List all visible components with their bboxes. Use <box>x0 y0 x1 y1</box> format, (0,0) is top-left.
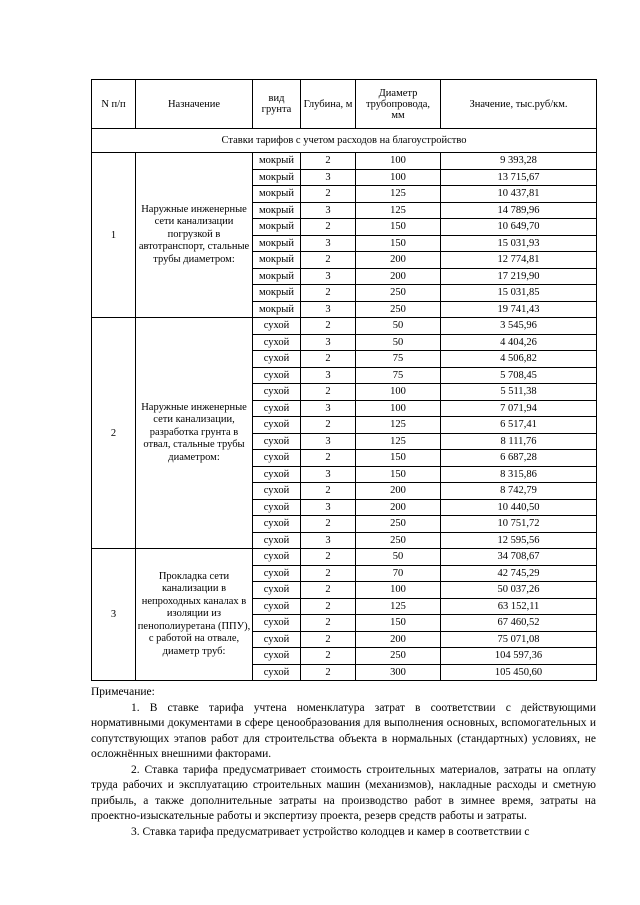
cell-soil: сухой <box>253 631 301 648</box>
cell-soil: сухой <box>253 582 301 599</box>
cell-depth: 3 <box>301 367 356 384</box>
cell-diameter: 200 <box>356 631 441 648</box>
cell-value: 3 545,96 <box>441 318 597 335</box>
table-row <box>92 549 597 566</box>
cell-depth: 2 <box>301 598 356 615</box>
cell-value: 75 071,08 <box>441 631 597 648</box>
cell-diameter: 250 <box>356 648 441 665</box>
tariff-table <box>91 79 597 681</box>
cell-diameter: 125 <box>356 186 441 203</box>
group-description: Наружные инженерные сети канализации погрузкой в автотранспорт, стальные трубы диаметром: <box>136 153 253 318</box>
notes-title: Примечание: <box>91 686 155 698</box>
cell-diameter: 50 <box>356 318 441 335</box>
notes <box>91 685 596 840</box>
cell-depth: 3 <box>301 466 356 483</box>
header-value: Значение, тыс.руб/км. <box>441 80 597 129</box>
cell-depth: 2 <box>301 483 356 500</box>
cell-value: 4 506,82 <box>441 351 597 368</box>
cell-soil: сухой <box>253 400 301 417</box>
cell-soil: мокрый <box>253 301 301 318</box>
cell-diameter: 50 <box>356 549 441 566</box>
cell-diameter: 125 <box>356 433 441 450</box>
header-purpose: Назначение <box>136 80 253 129</box>
group-number: 1 <box>92 153 136 318</box>
table-header-row <box>92 80 597 129</box>
group-number: 2 <box>92 318 136 549</box>
cell-soil: сухой <box>253 565 301 582</box>
cell-value: 67 460,52 <box>441 615 597 632</box>
cell-depth: 2 <box>301 549 356 566</box>
cell-soil: сухой <box>253 648 301 665</box>
cell-diameter: 150 <box>356 450 441 467</box>
header-diameter: Диаметр трубопровода, мм <box>356 80 441 129</box>
cell-value: 8 315,86 <box>441 466 597 483</box>
cell-diameter: 300 <box>356 664 441 681</box>
cell-value: 8 111,76 <box>441 433 597 450</box>
header-soil: вид грунта <box>253 80 301 129</box>
cell-value: 15 031,93 <box>441 235 597 252</box>
cell-depth: 2 <box>301 450 356 467</box>
cell-soil: сухой <box>253 549 301 566</box>
cell-diameter: 150 <box>356 466 441 483</box>
cell-diameter: 250 <box>356 285 441 302</box>
cell-value: 12 595,56 <box>441 532 597 549</box>
cell-value: 8 742,79 <box>441 483 597 500</box>
cell-diameter: 150 <box>356 219 441 236</box>
cell-soil: сухой <box>253 615 301 632</box>
section-title: Ставки тарифов с учетом расходов на благоустройство <box>92 129 597 153</box>
cell-diameter: 125 <box>356 598 441 615</box>
header-num: N п/п <box>92 80 136 129</box>
cell-diameter: 150 <box>356 235 441 252</box>
cell-value: 15 031,85 <box>441 285 597 302</box>
group-number: 3 <box>92 549 136 681</box>
cell-diameter: 100 <box>356 169 441 186</box>
cell-soil: мокрый <box>253 153 301 170</box>
cell-soil: сухой <box>253 483 301 500</box>
cell-soil: сухой <box>253 466 301 483</box>
cell-soil: мокрый <box>253 252 301 269</box>
cell-soil: сухой <box>253 433 301 450</box>
cell-diameter: 125 <box>356 202 441 219</box>
cell-depth: 2 <box>301 153 356 170</box>
cell-value: 13 715,67 <box>441 169 597 186</box>
cell-soil: сухой <box>253 334 301 351</box>
group-description: Наружные инженерные сети канализации, разработка грунта в отвал, стальные трубы диаметром: <box>136 318 253 549</box>
cell-diameter: 75 <box>356 367 441 384</box>
cell-value: 10 751,72 <box>441 516 597 533</box>
cell-value: 5 708,45 <box>441 367 597 384</box>
header-depth: Глубина, м <box>301 80 356 129</box>
cell-soil: сухой <box>253 384 301 401</box>
cell-diameter: 200 <box>356 252 441 269</box>
cell-value: 9 393,28 <box>441 153 597 170</box>
section-row <box>92 129 597 153</box>
cell-value: 17 219,90 <box>441 268 597 285</box>
cell-depth: 2 <box>301 219 356 236</box>
cell-soil: мокрый <box>253 268 301 285</box>
cell-soil: сухой <box>253 516 301 533</box>
cell-depth: 2 <box>301 664 356 681</box>
note-3: 3. Ставка тарифа предусматривает устройство колодцев и камер в соответствии с <box>131 825 530 838</box>
cell-depth: 2 <box>301 615 356 632</box>
cell-diameter: 250 <box>356 532 441 549</box>
cell-value: 10 440,50 <box>441 499 597 516</box>
cell-soil: сухой <box>253 499 301 516</box>
cell-soil: мокрый <box>253 202 301 219</box>
cell-depth: 2 <box>301 516 356 533</box>
cell-soil: мокрый <box>253 235 301 252</box>
cell-depth: 3 <box>301 400 356 417</box>
cell-value: 105 450,60 <box>441 664 597 681</box>
cell-value: 6 517,41 <box>441 417 597 434</box>
cell-diameter: 100 <box>356 153 441 170</box>
cell-depth: 3 <box>301 169 356 186</box>
cell-diameter: 50 <box>356 334 441 351</box>
cell-soil: мокрый <box>253 219 301 236</box>
cell-diameter: 200 <box>356 268 441 285</box>
cell-soil: сухой <box>253 367 301 384</box>
cell-diameter: 75 <box>356 351 441 368</box>
table-body <box>92 153 597 681</box>
cell-depth: 2 <box>301 186 356 203</box>
cell-value: 6 687,28 <box>441 450 597 467</box>
cell-depth: 2 <box>301 631 356 648</box>
cell-depth: 3 <box>301 301 356 318</box>
cell-depth: 3 <box>301 532 356 549</box>
cell-diameter: 100 <box>356 400 441 417</box>
cell-diameter: 100 <box>356 384 441 401</box>
cell-value: 50 037,26 <box>441 582 597 599</box>
cell-soil: мокрый <box>253 285 301 302</box>
cell-soil: сухой <box>253 532 301 549</box>
cell-soil: мокрый <box>253 169 301 186</box>
cell-diameter: 250 <box>356 301 441 318</box>
cell-soil: мокрый <box>253 186 301 203</box>
cell-depth: 3 <box>301 499 356 516</box>
cell-value: 34 708,67 <box>441 549 597 566</box>
cell-diameter: 200 <box>356 483 441 500</box>
cell-soil: сухой <box>253 450 301 467</box>
cell-soil: сухой <box>253 598 301 615</box>
cell-depth: 3 <box>301 334 356 351</box>
cell-value: 7 071,94 <box>441 400 597 417</box>
cell-depth: 3 <box>301 268 356 285</box>
cell-soil: сухой <box>253 351 301 368</box>
cell-value: 42 745,29 <box>441 565 597 582</box>
note-1: 1. В ставке тарифа учтена номенклатура затрат в соответствии с действующими нормативными документами в сфере ценообразования для выполнения основных, вспомогательных и сопутствующих этапов работ для строительства объекта в нормальных (стандартных) условиях, не осложнённых внешними факторами. <box>91 701 596 760</box>
cell-depth: 2 <box>301 648 356 665</box>
cell-depth: 2 <box>301 285 356 302</box>
cell-diameter: 70 <box>356 565 441 582</box>
cell-value: 10 437,81 <box>441 186 597 203</box>
cell-depth: 2 <box>301 384 356 401</box>
cell-diameter: 125 <box>356 417 441 434</box>
cell-depth: 2 <box>301 417 356 434</box>
table-row <box>92 318 597 335</box>
cell-depth: 3 <box>301 235 356 252</box>
cell-soil: сухой <box>253 664 301 681</box>
cell-depth: 2 <box>301 252 356 269</box>
cell-diameter: 250 <box>356 516 441 533</box>
cell-depth: 3 <box>301 202 356 219</box>
cell-value: 12 774,81 <box>441 252 597 269</box>
cell-diameter: 200 <box>356 499 441 516</box>
cell-value: 19 741,43 <box>441 301 597 318</box>
cell-value: 63 152,11 <box>441 598 597 615</box>
cell-depth: 2 <box>301 565 356 582</box>
cell-soil: сухой <box>253 318 301 335</box>
cell-diameter: 150 <box>356 615 441 632</box>
cell-value: 5 511,38 <box>441 384 597 401</box>
cell-diameter: 100 <box>356 582 441 599</box>
table-row <box>92 153 597 170</box>
cell-depth: 3 <box>301 433 356 450</box>
cell-value: 4 404,26 <box>441 334 597 351</box>
group-description: Прокладка сети канализации в непроходных каналах в изоляции из пенополиуретана (ППУ), с работой на отвале, диаметр труб: <box>136 549 253 681</box>
cell-value: 10 649,70 <box>441 219 597 236</box>
cell-depth: 2 <box>301 318 356 335</box>
cell-value: 104 597,36 <box>441 648 597 665</box>
cell-depth: 2 <box>301 351 356 368</box>
note-2: 2. Ставка тарифа предусматривает стоимость строительных материалов, затраты на оплату труда рабочих и эксплуатацию строительных машин (механизмов), накладные расходы и сметную прибыль, а также дополнительные затраты на производство работ в зимнее время, затраты на проектно-изыскательные работы и экспертизу проекта, резерв средств работы и затраты. <box>91 763 596 822</box>
cell-depth: 2 <box>301 582 356 599</box>
cell-soil: сухой <box>253 417 301 434</box>
cell-value: 14 789,96 <box>441 202 597 219</box>
